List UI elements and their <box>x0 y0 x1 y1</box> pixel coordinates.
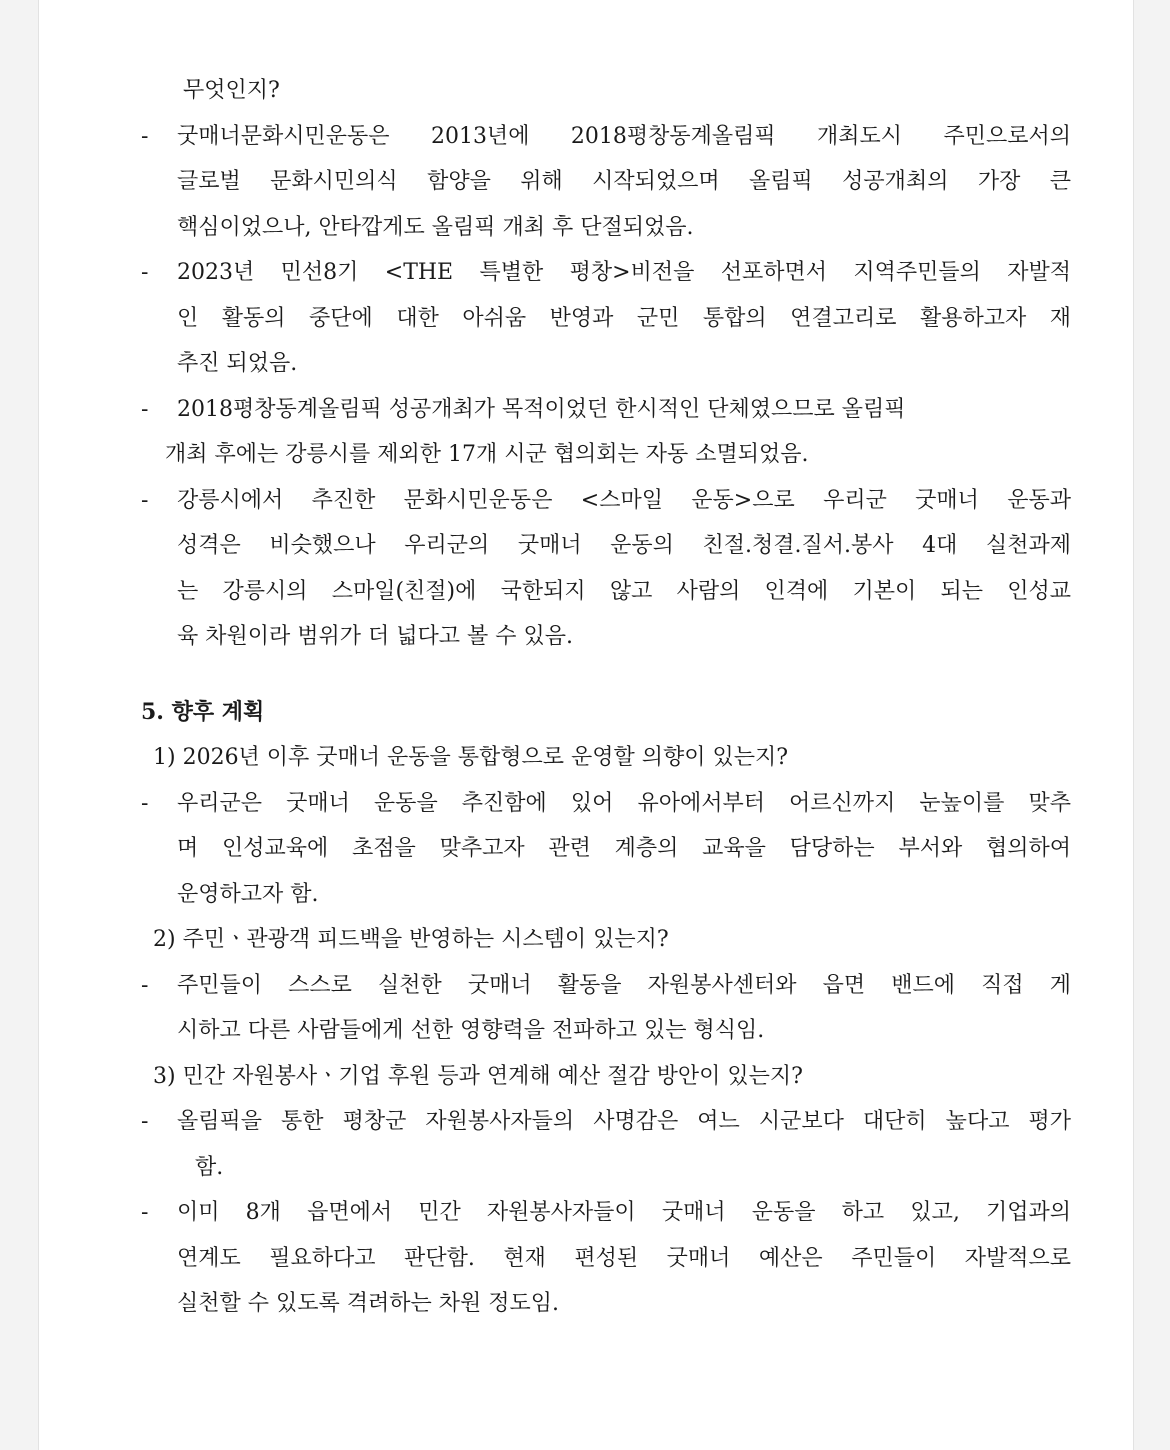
bullet-item <box>141 963 1071 1054</box>
bullet-dash: - <box>141 396 149 422</box>
bullet-line: 2018평창동계올림픽 성공개최가 목적이었던 한시적인 단체였으므로 올림픽 <box>177 396 906 422</box>
question-line: 1) 2026년 이후 굿매너 운동을 통합형으로 운영할 의향이 있는지? <box>153 745 789 770</box>
bullet-dash: - <box>141 790 149 816</box>
bullet-line: 우리군은 굿매너 운동을 추진함에 있어 유아에서부터 어르신까지 눈높이를 맞추 <box>177 790 1071 816</box>
bullet-line: 개최 후에는 강릉시를 제외한 17개 시군 협의회는 자동 소멸되었음. <box>165 442 809 467</box>
bullet-item <box>141 478 1071 660</box>
bullet-item <box>141 250 1071 387</box>
bullet-item <box>141 387 1071 478</box>
bullet-line: 함. <box>195 1154 224 1180</box>
bullet-item <box>141 1190 1071 1327</box>
question-line: 3) 민간 자원봉사ㆍ기업 후원 등과 연계해 예산 절감 방안이 있는지? <box>153 1063 803 1089</box>
bullet-line: 굿매너문화시민운동은 2013년에 2018평창동계올림픽 개최도시 주민으로서의 <box>177 123 1071 149</box>
bullet-item <box>141 1099 1071 1190</box>
bullet-line: 육 차원이라 범위가 더 넓다고 볼 수 있음. <box>177 624 573 649</box>
document-page <box>38 0 1134 1450</box>
bullet-line: 강릉시에서 추진한 문화시민운동은 <스마일 운동>으로 우리군 굿매너 운동과 <box>177 487 1071 513</box>
bullet-line: 시하고 다른 사람들에게 선한 영향력을 전파하고 있는 형식임. <box>177 1018 765 1043</box>
section-heading: 5. 향후 계획 <box>141 698 265 725</box>
bullet-line: 이미 8개 읍면에서 민간 자원봉사자들이 굿매너 운동을 하고 있고, 기업과의 <box>177 1200 1071 1225</box>
bullet-line: 주민들이 스스로 실천한 굿매너 활동을 자원봉사센터와 읍면 밴드에 직접 게 <box>177 972 1071 998</box>
bullet-item <box>141 114 1071 251</box>
bullet-dash: - <box>141 123 149 149</box>
bullet-line: 연계도 필요하다고 판단함. 현재 편성된 굿매너 예산은 주민들이 자발적으로 <box>177 1245 1071 1271</box>
bullet-dash: - <box>141 1109 149 1134</box>
bullet-line: 성격은 비슷했으나 우리군의 굿매너 운동의 친절.청결.질서.봉사 4대 실천과제 <box>177 533 1071 558</box>
continuation-text: 무엇인지? <box>183 78 280 103</box>
bullet-item <box>141 781 1071 918</box>
bullet-dash: - <box>141 972 149 998</box>
bullet-line: 실천할 수 있도록 격려하는 차원 정도임. <box>177 1291 559 1316</box>
question-line: 2) 주민ㆍ관광객 피드백을 반영하는 시스템이 있는지? <box>153 927 669 952</box>
bullet-dash: - <box>141 487 149 513</box>
bullet-line: 핵심이었으나, 안타깝게도 올림픽 개최 후 단절되었음. <box>177 214 694 240</box>
bullet-dash: - <box>141 1200 149 1225</box>
bullet-line: 며 인성교육에 초점을 맞추고자 관련 계층의 교육을 담당하는 부서와 협의하여 <box>177 836 1071 861</box>
bullet-dash: - <box>141 260 149 285</box>
bullet-line: 추진 되었음. <box>177 351 298 376</box>
bullet-line: 글로벌 문화시민의식 함양을 위해 시작되었으며 올림픽 성공개최의 가장 큰 <box>177 169 1071 194</box>
bullet-line: 2023년 민선8기 <THE 특별한 평창>비전을 선포하면서 지역주민들의 자발적 <box>177 260 1071 285</box>
bullet-line: 운영하고자 함. <box>177 881 319 907</box>
bullet-line: 올림픽을 통한 평창군 자원봉사자들의 사명감은 여느 시군보다 대단히 높다고 평가 <box>177 1109 1071 1134</box>
bullet-line: 는 강릉시의 스마일(친절)에 국한되지 않고 사람의 인격에 기본이 되는 인성교 <box>177 578 1071 604</box>
bullet-line: 인 활동의 중단에 대한 아쉬움 반영과 군민 통합의 연결고리로 활용하고자 재 <box>177 305 1071 331</box>
document-body <box>141 68 1071 1327</box>
